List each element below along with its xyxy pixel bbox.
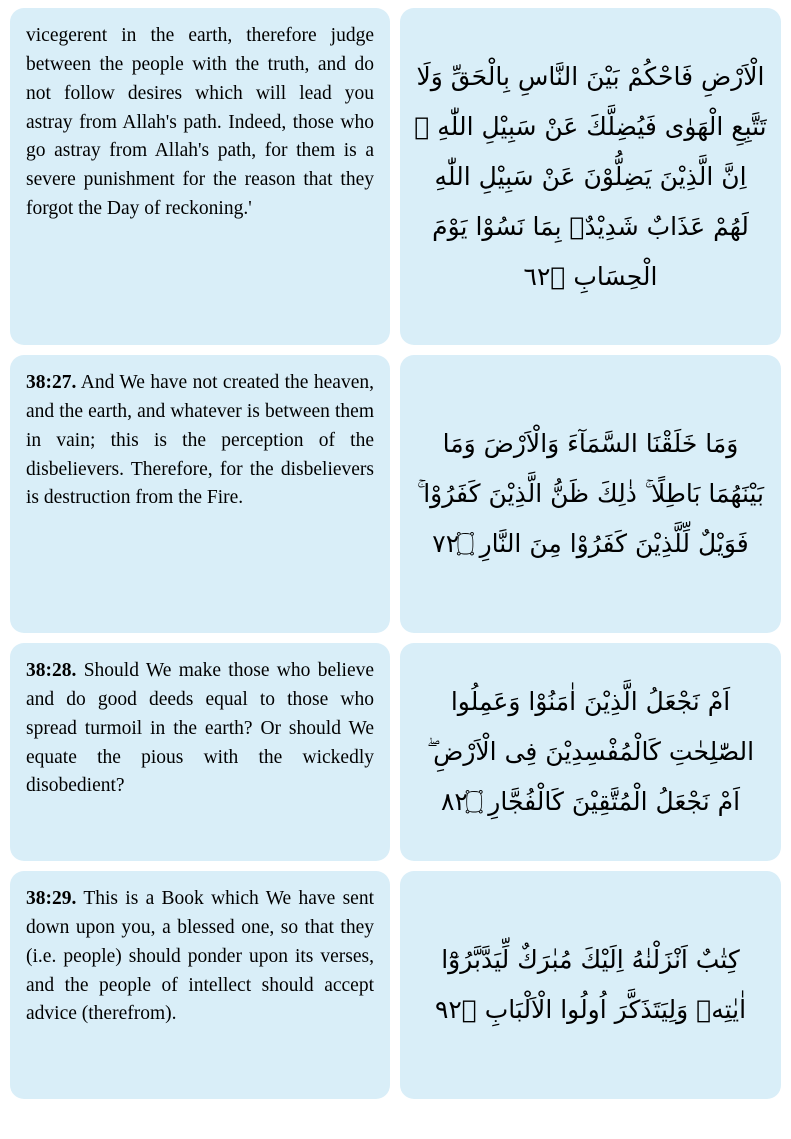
english-verse-text	[26, 369, 374, 513]
verse-block	[10, 8, 781, 345]
arabic-verse-panel	[400, 643, 781, 861]
english-verse-body: Should We make those who believe and do good deeds equal to those who spread turmoil in the earth? Or should We equate the pious with the wickedly disobedient?	[26, 660, 374, 797]
english-translation-panel	[10, 643, 390, 861]
verse-block	[10, 871, 781, 1099]
english-verse-text	[26, 885, 374, 1029]
verse-block	[10, 643, 781, 861]
verse-number: 38:28.	[26, 660, 77, 681]
arabic-verse-panel	[400, 355, 781, 633]
english-verse-text	[26, 22, 374, 224]
english-translation-panel	[10, 355, 390, 633]
arabic-verse-panel	[400, 871, 781, 1099]
english-verse-body: This is a Book which We have sent down upon you, a blessed one, so that they (i.e. people) should ponder upon its verses, and the people of intellect should accept advice (therefrom).	[26, 888, 375, 1025]
verse-number: 38:29.	[26, 888, 77, 909]
arabic-verse-text: اَمْ نَجْعَلُ الَّذِيْنَ اٰمَنُوْا وَعَمِلُوا الصّٰلِحٰتِ كَالْمُفْسِدِيْنَ فِى الْاَرْضِ ۖ اَمْ نَجْعَلُ الْمُتَّقِيْنَ كَالْفُجَّارِ ۝٢٨	[426, 687, 755, 816]
arabic-verse-text: الْاَرْضِ فَاحْكُمْ بَيْنَ النَّاسِ بِالْحَقِّ وَلَا تَتَّبِعِ الْهَوٰى فَيُضِلَّكَ عَنْ سَبِيْلِ اللّٰهِ ۚ اِنَّ الَّذِيْنَ يَضِلُّوْنَ عَنْ سَبِيْلِ اللّٰهِ لَهُمْ عَذَابٌ شَدِيْدٌۢ بِمَا نَسُوْا يَوْمَ الْحِسَابِ ۝٢٦	[414, 61, 767, 291]
english-verse-text	[26, 657, 374, 801]
english-translation-panel	[10, 871, 390, 1099]
arabic-verse-panel	[400, 8, 781, 345]
verse-number: 38:27.	[26, 372, 77, 393]
arabic-verse-text: كِتٰبٌ اَنْزَلْنٰهُ اِلَيْكَ مُبٰرَكٌ لِّيَدَّبَّرُوْٓا اٰيٰتِهٖ وَلِيَتَذَكَّرَ اُولُوا الْاَلْبَابِ ۝٢٩	[434, 945, 747, 1024]
english-translation-panel	[10, 8, 390, 345]
english-verse-body: And We have not created the heaven, and the earth, and whatever is between them in vain; this is the perception of the disbelievers. Therefore, for the disbelievers is destruction from the Fire.	[26, 372, 374, 509]
arabic-verse-text: وَمَا خَلَقْنَا السَّمَآءَ وَالْاَرْضَ وَمَا بَيْنَهُمَا بَاطِلًا ۚ ذٰلِكَ ظَنُّ الَّذِيْنَ كَفَرُوْا ۚ فَوَيْلٌ لِّلَّذِيْنَ كَفَرُوْا مِنَ النَّارِ ۝٢٧	[416, 429, 765, 558]
english-verse-body: vicegerent in the earth, therefore judge between the people with the truth, and do not follow desires which will lead you astray from Allah's path. Indeed, those who go astray from Allah's path, for them is a severe punishment for the reason that they forgot the Day of reckoning.'	[26, 25, 374, 220]
verse-block	[10, 355, 781, 633]
